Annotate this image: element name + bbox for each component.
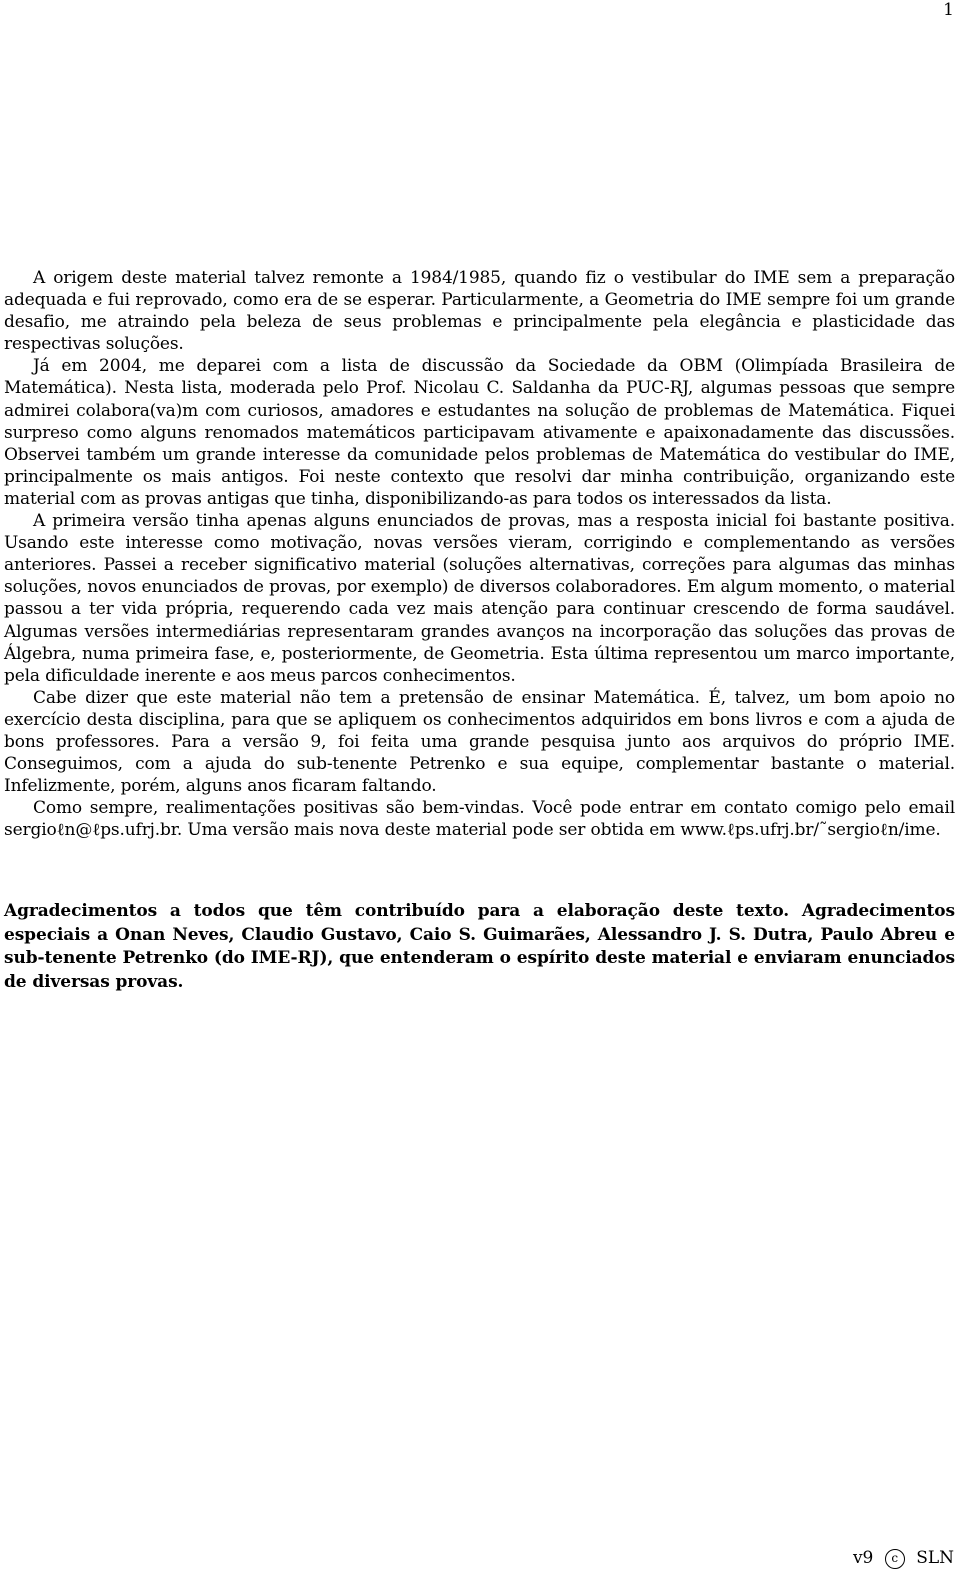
acknowledgments [4, 900, 955, 995]
preface-body [4, 267, 955, 841]
copyright-icon: c [885, 1549, 905, 1569]
paragraph-versions: A primeira versão tinha apenas alguns enunciados de provas, mas a resposta inicial foi bastante positiva. Usando este interesse como motivação, novas versões vieram, corrigindo e complementando as versões anteriores. Passei a receber significativo material (soluções alternativas, correções para algumas das minhas soluções, novos enunciados de provas, por exemplo) de diversos colaboradores. Em algum momento, o material passou a ter vida própria, requerendo cada vez mais atenção para continuar crescendo de forma saudável. Algumas versões intermediárias representaram grandes avanços na incorporação das soluções das provas de Álgebra, numa primeira fase, e, posteriormente, de Geometria. Esta última representou um marco importante, pela dificuldade inerente e aos meus parcos conhecimentos. [4, 511, 955, 686]
version-label: v9 [852, 1548, 874, 1568]
footer [847, 1548, 954, 1569]
acknowledgments-text: Agradecimentos a todos que têm contribuído para a elaboração deste texto. Agradecimentos especiais a Onan Neves, Claudio Gustavo, Caio S. Guimarães, Alessandro J. S. Dutra, Paulo Abreu e sub-tenente Petrenko (do IME-RJ), que entenderam o espírito deste material e enviaram enunciados de diversas provas. [4, 901, 955, 993]
paragraph-obm-list: Já em 2004, me deparei com a lista de discussão da Sociedade da OBM (Olimpíada Brasileira de Matemática). Nesta lista, moderada pelo Prof. Nicolau C. Saldanha da PUC-RJ, algumas pessoas que sempre admirei colabora(va)m com curiosos, amadores e estudantes na solução de problemas de Matemática. Fiquei surpreso como alguns renomados matemáticos participavam ativamente e apaixonadamente das discussões. Observei também um grande interesse da comunidade pelos problemas de Matemática do vestibular do IME, principalmente os mais antigos. Foi neste contexto que resolvi dar minha contribuição, organizando este material com as provas antigas que tinha, disponibilizando-as para todos os interessados da lista. [4, 356, 955, 509]
author-initials: SLN [916, 1548, 954, 1568]
paragraph-purpose: Cabe dizer que este material não tem a pretensão de ensinar Matemática. É, talvez, um bom apoio no exercício desta disciplina, para que se apliquem os conhecimentos adquiridos em bons livros e com a ajuda de bons professores. Para a versão 9, foi feita uma grande pesquisa junto aos arquivos do próprio IME. Conseguimos, com a ajuda do sub-tenente Petrenko e sua equipe, complementar bastante o material. Infelizmente, porém, alguns anos ficaram faltando. [4, 687, 955, 797]
paragraph-origin: A origem deste material talvez remonte a 1984/1985, quando fiz o vestibular do IME sem a preparação adequada e fui reprovado, como era de se esperar. Particularmente, a Geometria do IME sempre foi um grande desafio, me atraindo pela beleza de seus problemas e principalmente pela elegância e plasticidade das respectivas soluções. [4, 268, 955, 355]
paragraph-contact: Como sempre, realimentações positivas são bem-vindas. Você pode entrar em contato comigo pelo email sergioℓn@ℓps.ufrj.br. Uma versão mais nova deste material pode ser obtida em www.ℓps.ufrj.br/˜sergioℓn/ime. [4, 798, 955, 841]
page-number: 1 [943, 0, 954, 20]
